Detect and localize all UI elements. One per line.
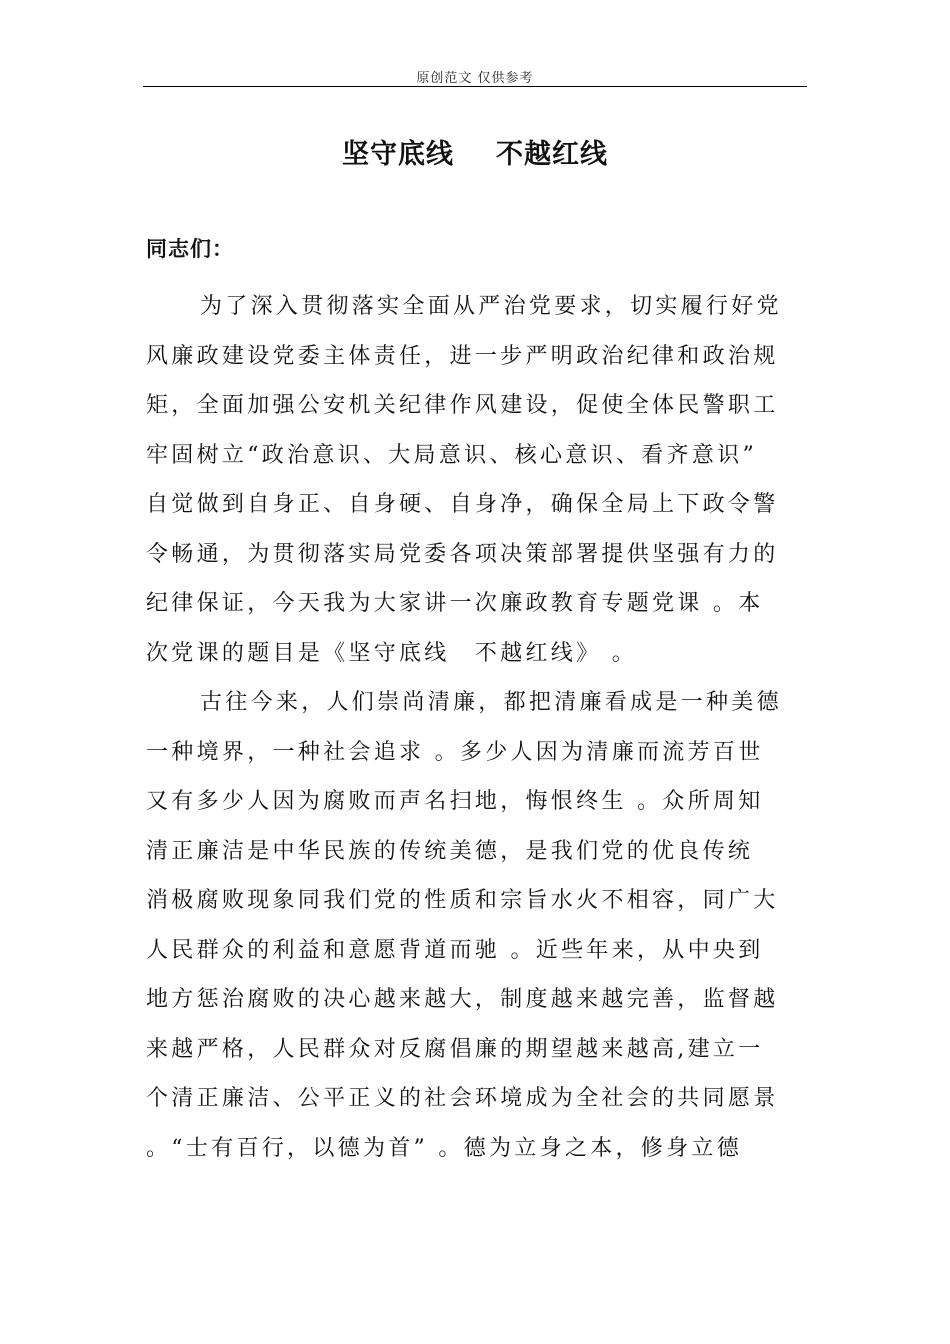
text-line: 来越严格，人民群众对反腐倡廉的期望越来越高,建立一: [146, 1036, 764, 1062]
text-line: 古往今来，人们崇尚清廉，都把清廉看成是一种美德: [200, 690, 782, 715]
text-line: 个清正廉洁、公平正义的社会环境成为全社会的共同愿景: [146, 1086, 779, 1111]
text-line: 纪律保证，今天我为大家讲一次廉政教育专题党课 。本: [146, 591, 764, 616]
salutation: 同志们：: [146, 236, 234, 261]
text-line: 牢固树立“政治意识、大局意识、核心意识、看齐意识”: [146, 442, 757, 468]
text-line: 次党课的题目是《坚守底线 不越红线》 。: [146, 640, 637, 666]
text-line: 清正廉洁是中华民族的传统美德，是我们党的优良传统: [146, 838, 754, 864]
page-header: 原创范文 仅供参考: [416, 71, 534, 86]
body-text: [146, 282, 808, 1173]
text-line: 为了深入贯彻落实全面从严治党要求，切实履行好党: [200, 294, 782, 319]
header-divider: [143, 86, 807, 87]
title-part-1: 坚守底线: [342, 139, 454, 170]
text-line: 令畅通，为贯彻落实局党委各项决策部署提供坚强有力的: [146, 541, 779, 567]
document-title: [0, 132, 950, 171]
text-line: 矩，全面加强公安机关纪律作风建设，促使全体民警职工: [146, 393, 779, 418]
text-line: 又有多少人因为腐败而声名扫地，悔恨终生 。众所周知: [146, 789, 764, 814]
text-line: 人民群众的利益和意愿背道而驰 。近些年来，从中央到: [146, 937, 764, 963]
text-line: 地方惩治腐败的决心越来越大，制度越来越完善，监督越: [146, 987, 779, 1012]
text-line: 消极腐败现象同我们党的性质和宗旨水火不相容，同广大: [146, 888, 779, 913]
text-line: 一种境界，一种社会追求 。多少人因为清廉而流芳百世: [146, 739, 764, 765]
text-line: 。“士有百行，以德为首” 。德为立身之本，修身立德: [146, 1135, 742, 1161]
title-part-2: 不越红线: [496, 139, 608, 170]
text-line: 风廉政建设党委主体责任，进一步严明政治纪律和政治规: [146, 343, 779, 369]
text-line: 自觉做到自身正、自身硬、自身净，确保全局上下政令警: [146, 492, 779, 517]
